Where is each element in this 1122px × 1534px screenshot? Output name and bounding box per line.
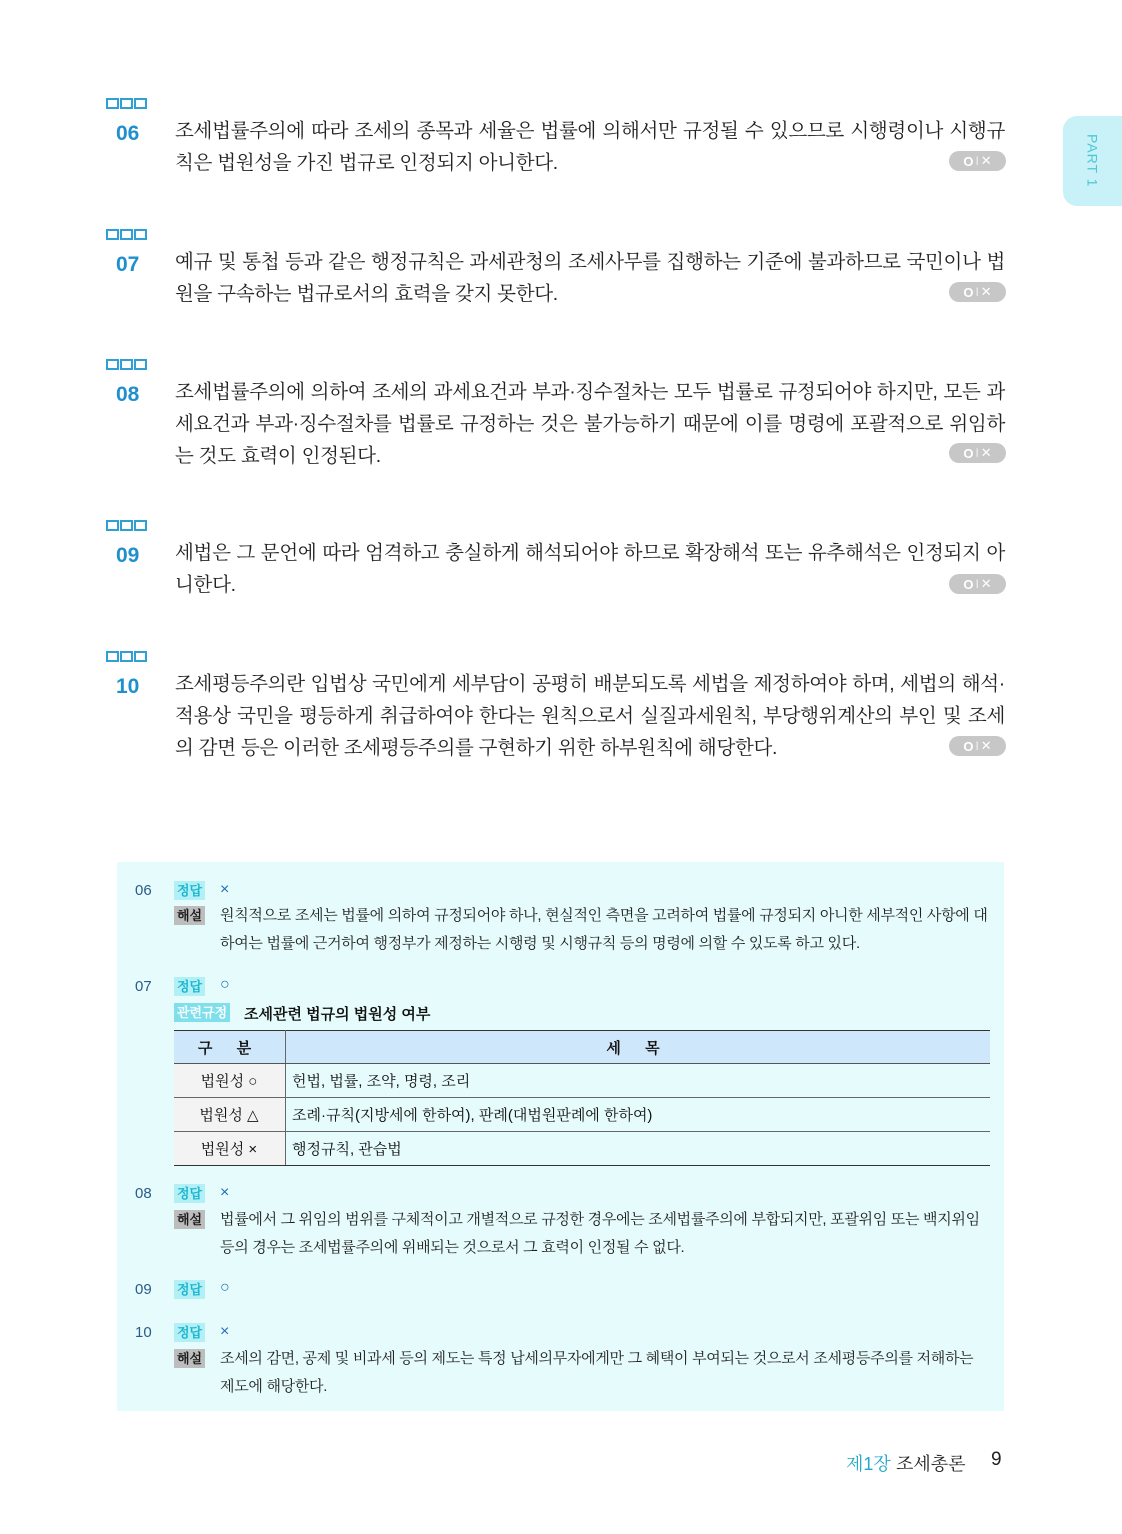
x-option[interactable]: ✕ [980,445,992,460]
x-option[interactable]: ✕ [980,284,992,299]
answer-number: 06 [135,882,152,899]
o-option[interactable]: O [963,738,974,754]
answer-label: 정답 [174,881,205,900]
review-checkbox[interactable] [120,520,133,531]
ox-answer-toggle[interactable] [949,574,1006,594]
table-header: 구 분 [174,1031,286,1064]
explanation-text: 법률에서 그 위임의 범위를 구체적이고 개별적으로 규정한 경우에는 조세법률주의에 부합되지만, 포괄위임 또는 백지위임 등의 경우는 조세법률주의에 위배되는 것으로서 그 효력이 인정될 수 없다. [220,1211,980,1256]
explanation-label: 해설 [174,1210,205,1229]
answer-mark: × [220,1323,230,1340]
explanation-text: 조세의 감면, 공제 및 비과세 등의 제도는 특정 납세의무자에게만 그 혜택이 부여되는 것으로서 조세평등주의를 저해하는 제도에 해당한다. [220,1350,974,1395]
footer-chapter: 제1장 [846,1454,891,1474]
legal-source-table [174,1030,990,1166]
x-option[interactable]: ✕ [980,576,992,591]
question-text: 조세법률주의에 따라 조세의 종목과 세율은 법률에 의해서만 규정될 수 있으므로 시행령이나 시행규칙은 법원성을 가진 법규로 인정되지 아니한다. [175,120,1005,174]
review-checkboxes [106,98,147,109]
table-cell-category: 법원성 △ [174,1098,286,1132]
question-09 [106,520,1006,600]
review-checkbox[interactable] [134,520,147,531]
related-rule-label: 관련규정 [174,1003,230,1022]
table-cell-items: 행정규칙, 관습법 [286,1132,991,1166]
page-number: 9 [991,1449,1002,1470]
question-08 [106,359,1006,471]
review-checkbox[interactable] [120,98,133,109]
question-10 [106,651,1006,763]
table-cell-category: 법원성 × [174,1132,286,1166]
review-checkbox[interactable] [134,651,147,662]
ox-answer-toggle[interactable] [949,282,1006,302]
ox-answer-toggle[interactable] [949,443,1006,463]
table-header: 세 목 [286,1031,991,1064]
x-option[interactable]: ✕ [980,738,992,753]
explanation-label: 해설 [174,906,205,925]
explanation-text: 원칙적으로 조세는 법률에 의하여 규정되어야 하나, 현실적인 측면을 고려하여 법률에 규정되지 아니한 세부적인 사항에 대하여는 법률에 근거하여 행정부가 제정하는 시행령 및 시행규칙 등의 명령에 의할 수 있도록 하고 있다. [220,907,988,952]
review-checkbox[interactable] [120,359,133,370]
table-cell-items: 헌법, 법률, 조약, 명령, 조리 [286,1064,991,1098]
ox-separator: I [975,285,979,299]
question-number: 09 [116,544,140,567]
question-07 [106,229,1006,309]
answer-mark: ○ [220,976,230,993]
answer-mark: ○ [220,1279,230,1296]
part-tab-label: PART 1 [1084,134,1101,188]
o-option[interactable]: O [963,576,974,592]
answer-explanation-box [117,862,1004,1411]
ox-separator: I [975,446,979,460]
explanation-label: 해설 [174,1349,205,1368]
review-checkbox[interactable] [106,651,119,662]
question-text: 세법은 그 문언에 따라 엄격하고 충실하게 해석되어야 하므로 확장해석 또는 유추해석은 인정되지 아니한다. [175,542,1005,596]
related-rule-title: 조세관련 법규의 법원성 여부 [244,1006,431,1023]
question-number: 07 [116,253,140,276]
table-cell-items: 조례·규칙(지방세에 한하여), 판례(대법원판례에 한하여) [286,1098,991,1132]
ox-separator: I [975,577,979,591]
o-option[interactable]: O [963,153,974,169]
answer-label: 정답 [174,977,205,996]
review-checkbox[interactable] [106,359,119,370]
answer-number: 08 [135,1185,152,1202]
review-checkbox[interactable] [106,520,119,531]
answer-number: 10 [135,1324,152,1341]
table-row [174,1132,990,1166]
question-number: 06 [116,122,140,145]
ox-answer-toggle[interactable] [949,736,1006,756]
o-option[interactable]: O [963,284,974,300]
question-06 [106,98,1006,178]
review-checkbox[interactable] [134,229,147,240]
answer-label: 정답 [174,1323,205,1342]
review-checkboxes [106,520,147,531]
ox-separator: I [975,739,979,753]
review-checkboxes [106,651,147,662]
question-number: 08 [116,383,140,406]
review-checkbox[interactable] [106,229,119,240]
table-row [174,1098,990,1132]
table-cell-category: 법원성 ○ [174,1064,286,1098]
question-text: 조세법률주의에 의하여 조세의 과세요건과 부과·징수절차는 모두 법률로 규정되어야 하지만, 모든 과세요건과 부과·징수절차를 법률로 규정하는 것은 불가능하기 때문에 이를 명령에 포괄적으로 위임하는 것도 효력이 인정된다. [175,381,1005,467]
table-header-row [174,1031,990,1064]
x-option[interactable]: ✕ [980,153,992,168]
answer-label: 정답 [174,1280,205,1299]
ox-separator: I [975,154,979,168]
review-checkbox[interactable] [134,98,147,109]
answer-label: 정답 [174,1184,205,1203]
review-checkbox[interactable] [120,229,133,240]
review-checkboxes [106,359,147,370]
review-checkbox[interactable] [120,651,133,662]
answer-number: 07 [135,978,152,995]
table-row [174,1064,990,1098]
review-checkbox[interactable] [106,98,119,109]
answer-mark: × [220,881,230,898]
question-text: 예규 및 통첩 등과 같은 행정규칙은 과세관청의 조세사무를 집행하는 기준에 불과하므로 국민이나 법원을 구속하는 법규로서의 효력을 갖지 못한다. [175,251,1005,305]
ox-answer-toggle[interactable] [949,151,1006,171]
question-number: 10 [116,675,140,698]
footer-chapter-title: 조세총론 [896,1454,966,1474]
review-checkboxes [106,229,147,240]
answer-mark: × [220,1184,230,1201]
question-text: 조세평등주의란 입법상 국민에게 세부담이 공평히 배분되도록 세법을 제정하여야 하며, 세법의 해석·적용상 국민을 평등하게 취급하여야 한다는 원칙으로서 실질과세원칙, 부당행위계산의 부인 및 조세의 감면 등은 이러한 조세평등주의를 구현하기 위한 하부원칙에 해당한다. [175,673,1005,759]
answer-number: 09 [135,1281,152,1298]
part-tab [1063,116,1122,206]
review-checkbox[interactable] [134,359,147,370]
o-option[interactable]: O [963,445,974,461]
